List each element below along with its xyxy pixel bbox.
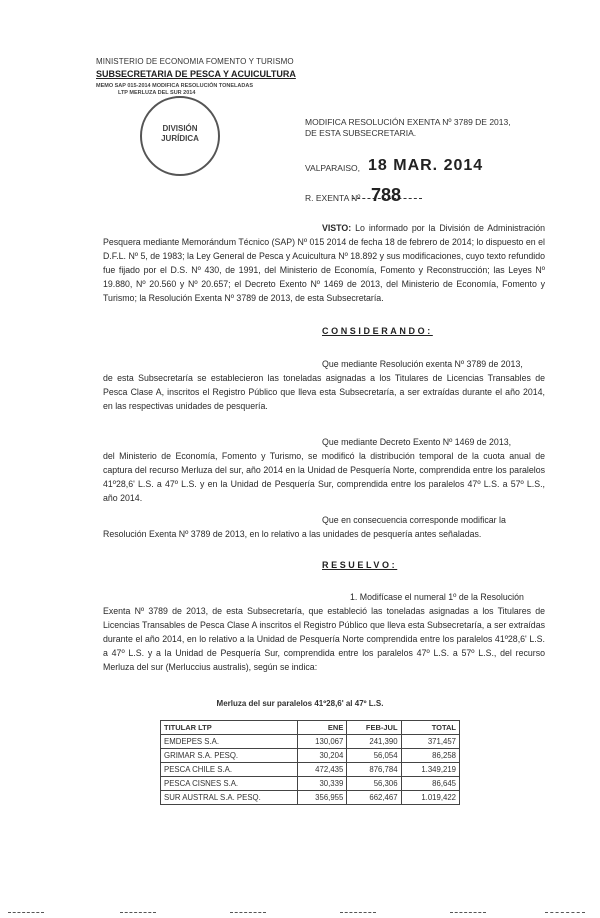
cell-titular: EMDEPES S.A. [161, 735, 298, 749]
footer-dash [120, 912, 156, 913]
footer-dash [340, 912, 376, 913]
visto-label: VISTO: [322, 223, 352, 233]
resolution-number: 788 [371, 185, 402, 205]
header-total: TOTAL [401, 721, 459, 735]
cell-ene: 472,435 [298, 763, 347, 777]
footer-dash [8, 912, 44, 913]
considerando-p1-rest: de esta Subsecretaría se establecieron las toneladas asignadas a los Titulares de Licencias Transables de Pesca Clase A, inscritos el Registro Público que lleva esta Subsecretaría, a ser extraídas durante el año 2014, en las respectivas unidades de pesquería. [103, 373, 545, 411]
footer-dash [230, 912, 266, 913]
cell-total: 86,645 [401, 777, 459, 791]
subsecretaria-name: SUBSECRETARIA DE PESCA Y ACUICULTURA [96, 69, 296, 79]
considerando-heading: CONSIDERANDO: [322, 326, 433, 336]
quota-table [160, 720, 460, 805]
place-label: VALPARAISO, [305, 163, 360, 173]
memo-line-2: LTP MERLUZA DEL SUR 2014 [118, 90, 196, 96]
table-row [161, 791, 460, 805]
cell-ene: 130,067 [298, 735, 347, 749]
considerando-p2-rest: del Ministerio de Economía, Fomento y Turismo, se modificó la distribución temporal de la cuota anual de captura del recurso Merluza del sur, año 2014 en la Unidad de Pesquería Norte, comprendida entre los paralelos 41º28,6' L.S. a 47º L.S. y en la Unidad de Pesquería Sur, comprendida entre los paralelos 47º L.S. a 57º L.S., año 2014. [103, 451, 545, 503]
cell-titular: PESCA CISNES S.A. [161, 777, 298, 791]
resuelvo-heading: RESUELVO: [322, 560, 398, 570]
table-title: Merluza del sur paralelos 41º28,6' al 47º L.S. [216, 699, 384, 708]
footer-dash [545, 912, 585, 913]
table-header-row [161, 721, 460, 735]
cell-ene: 356,955 [298, 791, 347, 805]
cell-titular: SUR AUSTRAL S.A. PESQ. [161, 791, 298, 805]
subject [305, 117, 511, 139]
cell-total: 1.019,422 [401, 791, 459, 805]
cell-feb-jul: 662,467 [347, 791, 401, 805]
table-row [161, 777, 460, 791]
cell-total: 1.349,219 [401, 763, 459, 777]
cell-feb-jul: 241,390 [347, 735, 401, 749]
cell-feb-jul: 876,784 [347, 763, 401, 777]
ministry-name: MINISTERIO DE ECONOMIA FOMENTO Y TURISMO [96, 57, 294, 66]
resolution-date: 18 MAR. 2014 [368, 157, 484, 174]
cell-ene: 30,339 [298, 777, 347, 791]
header-titular: TITULAR LTP [161, 721, 298, 735]
subject-line-1: MODIFICA RESOLUCIÓN EXENTA Nº 3789 DE 2013, [305, 117, 511, 127]
stamp-line-1: DIVISIÓN [162, 124, 198, 133]
considerando-p2-first: Que mediante Decreto Exento Nº 1469 de 2013, [322, 437, 512, 447]
footer-dash [450, 912, 486, 913]
division-juridica-stamp [140, 96, 220, 176]
subject-line-2: DE ESTA SUBSECRETARIA. [305, 128, 417, 138]
header-ene: ENE [298, 721, 347, 735]
cell-feb-jul: 56,054 [347, 749, 401, 763]
considerando-p3-first: Que en consecuencia corresponde modificar la [322, 515, 506, 525]
cell-ene: 30,204 [298, 749, 347, 763]
table-row [161, 749, 460, 763]
resuelvo-p1-first: 1. Modifícase el numeral 1º de la Resolución [350, 592, 524, 602]
header-feb-jul: FEB-JUL [347, 721, 401, 735]
considerando-p3-rest: Resolución Exenta Nº 3789 de 2013, en lo relativo a las unidades de pesquería antes señaladas. [103, 529, 482, 539]
cell-feb-jul: 56,306 [347, 777, 401, 791]
cell-total: 86,258 [401, 749, 459, 763]
cell-titular: GRIMAR S.A. PESQ. [161, 749, 298, 763]
visto-paragraph [103, 222, 545, 305]
visto-text: Lo informado por la División de Administración Pesquera mediante Memorándum Técnico (SAP) Nº 015 2014 de fecha 18 de febrero de 2014; lo dispuesto en el D.F.L. Nº 5, de 1983; la Ley General de Pesca y Acuicultura Nº 18.892 y sus modificaciones, cuyo texto refundido fue fijado por el D.S. Nº 430, de 1991, del Ministerio de Economía, Fomento y Reconstrucción; las Leyes Nº 19.880, Nº 20.560 y Nº 20.657; el Decreto Exento Nº 1469 de 2013, del Ministerio de Economía, Fomento y Turismo; la Resolución Exenta Nº 3789 de 2013, de esta Subsecretaría. [103, 223, 545, 303]
resolution-label: R. EXENTA Nº [305, 193, 361, 203]
considerando-p1-first: Que mediante Resolución exenta Nº 3789 de 2013, [322, 359, 523, 369]
cell-titular: PESCA CHILE S.A. [161, 763, 298, 777]
cell-total: 371,457 [401, 735, 459, 749]
table-row [161, 735, 460, 749]
memo-line-1: MEMO SAP 015-2014 MODIFICA RESOLUCIÓN TONELADAS [96, 83, 253, 89]
stamp-line-2: JURÍDICA [161, 134, 199, 143]
resuelvo-p1-rest: Exenta Nº 3789 de 2013, de esta Subsecretaría, que estableció las toneladas asignadas a los Titulares de Licencias Transables de Pesca Clase A inscritos el Registro Público que lleva esta Subsecretaría, a ser extraídas durante el año 2014, en lo relativo a la Unidad de Pesquería Norte comprendida entre los paralelos 41º28,6' L.S. a 47º L.S. y a la Unidad de Pesquería Sur, comprendida entre los paralelos 47º L.S. a 57º L.S., del recurso Merluza del sur (Merluccius australis), según se indica: [103, 606, 545, 672]
table-row [161, 763, 460, 777]
